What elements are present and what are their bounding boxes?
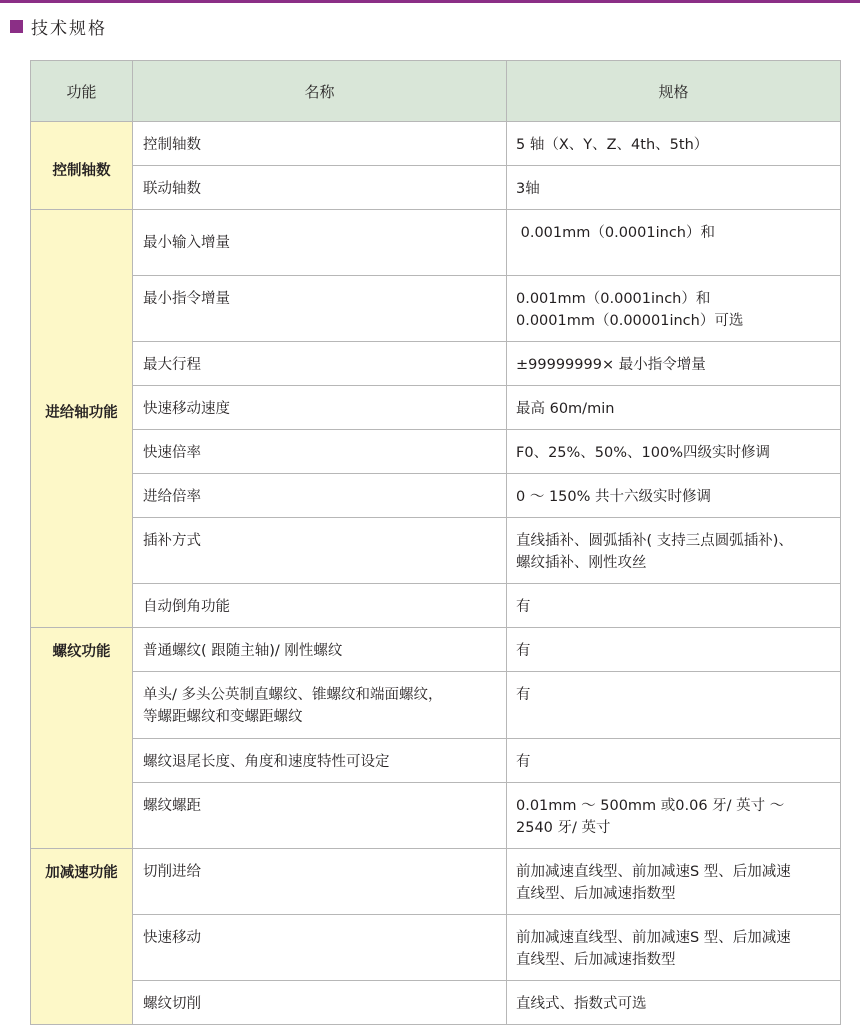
spec-line: 直线插补、圆弧插补( 支持三点圆弧插补)、 — [516, 533, 793, 549]
table-row — [31, 342, 841, 386]
spec-line: F0、25%、50%、100%四级实时修调 — [516, 445, 770, 461]
spec-table — [30, 60, 841, 1025]
spec-line: 螺纹插补、刚性攻丝 — [516, 555, 647, 571]
name-cell — [133, 915, 507, 981]
spec-cell — [507, 276, 841, 342]
spec-line: 有 — [516, 643, 531, 659]
group-cell — [31, 122, 133, 210]
spec-line: 前加减速直线型、前加减速S 型、后加减速 — [516, 864, 791, 880]
spec-cell — [507, 849, 841, 915]
spec-cell — [507, 386, 841, 430]
top-accent-rule — [0, 0, 860, 3]
table-row — [31, 584, 841, 628]
spec-cell — [507, 672, 841, 739]
section-heading — [10, 14, 107, 38]
spec-cell — [507, 739, 841, 783]
section-title: 技术规格 — [31, 18, 107, 39]
heading-marker-square-icon — [10, 20, 23, 33]
name-line: 最大行程 — [143, 357, 201, 373]
group-cell — [31, 210, 133, 628]
table-row — [31, 739, 841, 783]
name-line: 快速移动 — [143, 930, 201, 946]
table-row — [31, 386, 841, 430]
spec-cell — [507, 584, 841, 628]
name-cell — [133, 628, 507, 672]
group-cell — [31, 849, 133, 1025]
name-cell — [133, 386, 507, 430]
spec-line: 有 — [516, 687, 531, 703]
spec-cell — [507, 783, 841, 849]
spec-line: ±99999999× 最小指令增量 — [516, 357, 706, 373]
spec-line: 最高 60m/min — [516, 401, 615, 417]
table-row — [31, 430, 841, 474]
name-line: 控制轴数 — [143, 137, 201, 153]
name-line: 螺纹螺距 — [143, 798, 201, 814]
name-cell — [133, 474, 507, 518]
name-line: 螺纹退尾长度、角度和速度特性可设定 — [143, 754, 390, 770]
table-row — [31, 166, 841, 210]
name-line: 最小指令增量 — [143, 291, 230, 307]
name-line: 最小输入增量 — [143, 235, 230, 251]
spec-line: 直线型、后加减速指数型 — [516, 886, 676, 902]
name-line: 普通螺纹( 跟随主轴)/ 刚性螺纹 — [143, 643, 343, 659]
table-row — [31, 783, 841, 849]
spec-cell — [507, 210, 841, 276]
name-cell — [133, 584, 507, 628]
name-cell — [133, 783, 507, 849]
name-line: 切削进给 — [143, 864, 201, 880]
name-line: 等螺距螺纹和变螺距螺纹 — [143, 709, 303, 725]
header-name: 名称 — [133, 61, 507, 122]
table-row — [31, 474, 841, 518]
spec-line: 直线式、指数式可选 — [516, 996, 647, 1012]
name-cell — [133, 210, 507, 276]
spec-line: 有 — [516, 754, 531, 770]
name-line: 进给倍率 — [143, 489, 201, 505]
group-label: 加减速功能 — [45, 865, 118, 881]
header-function: 功能 — [31, 61, 133, 122]
name-cell — [133, 342, 507, 386]
spec-line: 0.001mm（0.0001inch）和 — [516, 291, 711, 307]
name-cell — [133, 981, 507, 1025]
table-row — [31, 518, 841, 584]
spec-line: 前加减速直线型、前加减速S 型、后加减速 — [516, 930, 791, 946]
table-row — [31, 210, 841, 276]
name-line: 螺纹切削 — [143, 996, 201, 1012]
name-line: 快速倍率 — [143, 445, 201, 461]
spec-line: 0 ～ 150% 共十六级实时修调 — [516, 489, 712, 505]
name-cell — [133, 122, 507, 166]
table-row — [31, 981, 841, 1025]
table-row — [31, 122, 841, 166]
spec-cell — [507, 122, 841, 166]
name-cell — [133, 430, 507, 474]
name-line: 自动倒角功能 — [143, 599, 230, 615]
group-cell — [31, 628, 133, 849]
spec-cell — [507, 342, 841, 386]
name-cell — [133, 518, 507, 584]
header-spec: 规格 — [507, 61, 841, 122]
spec-cell — [507, 628, 841, 672]
name-cell — [133, 849, 507, 915]
spec-line: 2540 牙/ 英寸 — [516, 820, 611, 836]
spec-line: 0.01mm ～ 500mm 或0.06 牙/ 英寸 ～ — [516, 798, 785, 814]
table-row — [31, 849, 841, 915]
spec-line: 3轴 — [516, 181, 540, 197]
name-cell — [133, 166, 507, 210]
table-row — [31, 276, 841, 342]
spec-line: 有 — [516, 599, 531, 615]
name-cell — [133, 276, 507, 342]
spec-cell — [507, 981, 841, 1025]
spec-cell — [507, 915, 841, 981]
table-header-row — [31, 61, 841, 122]
table-row — [31, 672, 841, 739]
spec-line: 0.0001mm（0.00001inch）可选 — [516, 313, 744, 329]
spec-cell — [507, 430, 841, 474]
name-cell — [133, 672, 507, 739]
table-row — [31, 915, 841, 981]
name-line: 单头/ 多头公英制直螺纹、锥螺纹和端面螺纹， — [143, 687, 443, 703]
name-line: 联动轴数 — [143, 181, 201, 197]
spec-line: 0.001mm（0.0001inch）和 — [516, 225, 715, 241]
name-cell — [133, 739, 507, 783]
spec-line: 5 轴（X、Y、Z、4th、5th） — [516, 137, 709, 153]
group-label: 进给轴功能 — [45, 405, 118, 421]
spec-cell — [507, 166, 841, 210]
group-label: 控制轴数 — [52, 163, 111, 179]
spec-cell — [507, 518, 841, 584]
table-row — [31, 628, 841, 672]
name-line: 快速移动速度 — [143, 401, 230, 417]
spec-cell — [507, 474, 841, 518]
spec-line: 直线型、后加减速指数型 — [516, 952, 676, 968]
group-label: 螺纹功能 — [52, 644, 111, 660]
name-line: 插补方式 — [143, 533, 201, 549]
